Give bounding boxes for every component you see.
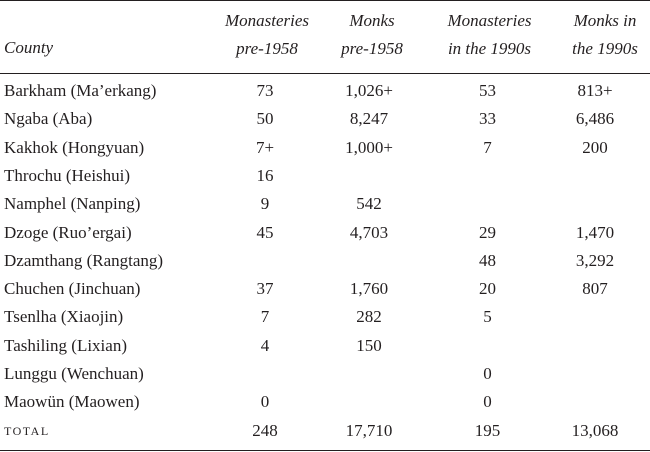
monasteries-pre-1958-cell: 0 [260,392,270,412]
monks-pre-1958-cell: 4,703 [349,222,389,242]
monasteries-1990s-cell: 53 [479,81,496,100]
county-cell: Dzamthang (Rangtang) [4,250,164,270]
monasteries-pre-1958-cell: 73 [256,81,274,100]
monks-1990s-cell: 807 [582,279,608,299]
table-bottom-rule [0,450,650,451]
header-line: Monasteries [224,11,310,30]
county-cell: Throchu (Heishui) [4,165,131,185]
monasteries-pre-1958-cell: 4 [260,335,270,355]
county-cell: Namphel (Nanping) [4,194,141,214]
header-county-label: County [4,38,54,57]
table-row [0,134,650,162]
monasteries-pre-1958-cell: 16 [256,165,274,185]
table-row [0,388,650,416]
county-cell: Maowün (Maowen) [4,392,140,412]
county-cell: Barkham (Ma’erkang) [4,81,157,100]
monasteries-1990s-cell: 5 [483,307,492,327]
monks-1990s-cell: 813+ [577,81,613,100]
monks-pre-1958-cell: 1,026+ [345,81,393,100]
monks-pre-1958-cell: 542 [356,194,382,214]
monasteries-pre-1958-cell: 7 [260,307,270,327]
header-line: pre-1958 [341,39,403,58]
monasteries-pre-1958-cell: 45 [256,222,274,242]
table-row [0,77,650,105]
table-top-rule [0,0,650,1]
header-monasteries-1990s [432,7,547,63]
header-line: the 1990s [572,39,638,58]
monasteries-1990s-cell: 195 [474,420,501,440]
county-cell: Lunggu (Wenchuan) [4,364,144,383]
table-row [0,275,650,303]
table-row [0,303,650,331]
monks-pre-1958-cell: 8,247 [349,109,389,129]
county-cell: Chuchen (Jinchuan) [4,279,141,299]
table-row [0,247,650,275]
monasteries-1990s-cell: 33 [479,109,496,129]
header-monasteries-pre-1958 [212,7,322,63]
monasteries-1990s-cell: 0 [483,364,492,383]
monasteries-pre-1958-cell: 7+ [255,137,275,157]
monks-pre-1958-cell: 17,710 [345,420,393,440]
header-line: pre-1958 [236,39,298,58]
header-divider-rule [0,73,650,74]
header-line: Monasteries [447,11,532,30]
monasteries-1990s-cell: 29 [479,222,496,242]
header-county [4,34,53,62]
monasteries-pre-1958-cell: 248 [252,420,278,440]
table-row [0,360,650,388]
monasteries-pre-1958-cell: 50 [256,109,274,129]
header-monks-pre-1958 [332,7,412,63]
total-row [0,417,650,445]
county-cell: Ngaba (Aba) [4,109,93,129]
monasteries-1990s-cell: 48 [479,250,496,270]
county-cell: TOTAL [4,423,50,438]
monks-pre-1958-cell: 282 [356,307,382,327]
monks-pre-1958-cell: 150 [356,335,382,355]
monasteries-1990s-cell: 20 [479,279,496,299]
county-cell: Dzoge (Ruo’ergai) [4,222,132,242]
table-row [0,162,650,190]
header-monks-1990s [565,7,645,63]
monasteries-1990s-cell: 7 [483,137,492,157]
header-line: in the 1990s [447,39,532,58]
monasteries-1990s-cell: 0 [483,392,492,412]
table-row [0,332,650,360]
monasteries-pre-1958-cell: 37 [256,279,274,299]
table-row [0,219,650,247]
monks-1990s-cell: 6,486 [575,109,615,129]
county-cell: Tsenlha (Xiaojin) [4,307,124,327]
monks-1990s-cell: 1,470 [575,222,615,242]
header-line: Monks [349,11,395,30]
monks-pre-1958-cell: 1,000+ [345,137,393,157]
monks-pre-1958-cell: 1,760 [349,279,389,299]
header-line: Monks in [573,11,637,30]
table-row [0,105,650,133]
monasteries-pre-1958-cell: 9 [260,194,270,214]
county-cell: Tashiling (Lixian) [4,335,127,355]
monks-1990s-cell: 3,292 [575,250,615,270]
table-row [0,190,650,218]
monks-1990s-cell: 200 [582,137,608,157]
county-cell: Kakhok (Hongyuan) [4,137,145,157]
monks-1990s-cell: 13,068 [571,420,619,440]
